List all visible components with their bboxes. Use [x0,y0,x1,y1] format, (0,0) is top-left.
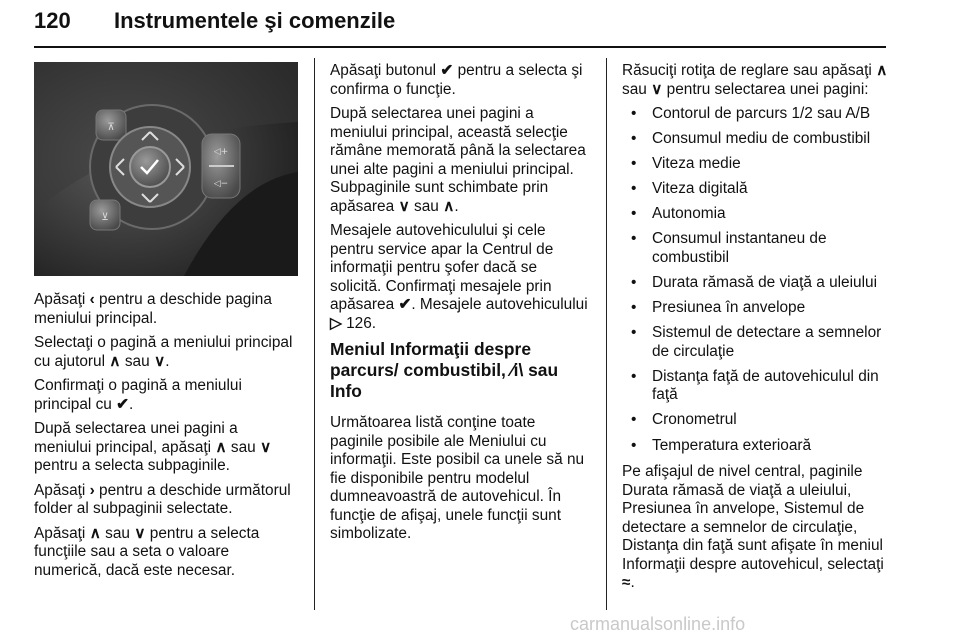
section-title: Instrumentele şi comenzile [114,8,396,33]
page-reference-icon: ▷ [330,314,342,332]
chevron-left-icon: ‹ [89,291,95,308]
paragraph: Apăsaţi butonul ✔ pentru a selecta şi confirma o funcţie. [330,62,583,98]
info-menu-icon: ⁄i\ [510,360,524,380]
chevron-down-icon: ∨ [398,197,410,215]
check-icon: ✔ [398,296,412,313]
steering-wheel-controls-figure [34,62,298,276]
check-icon: ✔ [116,395,130,413]
chevron-up-icon: ∧ [443,197,455,215]
svg-text:⊼: ⊼ [107,122,115,133]
column-divider-2 [606,58,607,610]
chevron-up-icon: ∧ [109,352,121,370]
column-1 [34,62,298,586]
paragraph: Selectaţi o pagină a meniului principal cu ajutorul ∧ sau ∨. [34,334,293,370]
paragraph: După selectarea unei pagini a meniului principal, apăsaţi ∧ sau ∨ pentru a selecta subpaginile. [34,420,272,474]
chevron-down-icon: ∨ [260,438,272,456]
check-icon: ✔ [440,62,454,79]
info-pages-list [622,105,890,455]
chevron-down-icon: ∨ [651,80,663,98]
chevron-down-icon: ∨ [134,524,146,542]
chevron-up-icon: ∧ [876,62,888,79]
page-header [34,4,886,46]
column-divider-1 [314,58,315,610]
steering-wheel-illustration [34,62,298,276]
chevron-up-icon: ∧ [215,438,227,456]
header-rule [34,46,886,48]
page-number: 120 [34,8,71,33]
list-item: • Consumul instantaneu de combustibil [622,230,890,267]
column-2 [330,62,592,550]
paragraph: Următoarea listă conţine toate paginile posibile ale Meniului cu informaţii. Este posibil ca unele să nu fie disponibile pentru modelul dumneavoastră de autovehicul. În funcţie de afişaj, unele funcţii sunt simbolizate. [330,414,585,542]
list-item: • Cronometrul [622,411,890,430]
svg-text:◁−: ◁− [213,179,229,189]
vehicle-info-icon: ≈ [622,574,631,592]
paragraph: Apăsaţi › pentru a deschide următorul folder al subpaginii selectate. [34,481,291,517]
paragraph: Apăsaţi ‹ pentru a deschide pagina meniului principal. [34,291,272,327]
chevron-down-icon: ∨ [153,352,166,370]
list-item: • Durata rămasă de viaţă a uleiului [622,274,890,293]
info-menu-heading: Meniul Informaţii despre parcurs/ combustibil, ⁄i\ sau Info [330,339,559,401]
list-item: • Consumul mediu de combustibil [622,130,890,149]
paragraph: Răsuciţi rotiţa de reglare sau apăsaţi ∧ sau ∨ pentru selectarea unei pagini: [622,62,888,98]
list-item: • Viteza digitală [622,180,890,199]
list-item: • Contorul de parcurs 1/2 sau A/B [622,105,890,124]
column-3 [622,62,890,599]
list-item: • Temperatura exterioară [622,437,890,456]
chevron-up-icon: ∧ [89,524,101,542]
chevron-right-icon: › [89,481,95,499]
paragraph: Apăsaţi ∧ sau ∨ pentru a selecta funcţiile sau a seta o valoare numerică, dacă este necesar. [34,524,260,579]
paragraph: Mesajele autovehiculului şi cele pentru service apar la Centrul de informaţii pentru şofer dacă se solicită. Confirmaţi mesajele prin apăsarea ✔. Mesajele autovehiculului ▷ 126. [330,222,588,332]
watermark: carmanualsonline.info [570,614,746,634]
paragraph: După selectarea unei pagini a meniului principal, această selecţie rămâne memorată până la selectarea unei alte pagini a meniului principal. Subpaginile sunt schimbate prin apăsarea ∨ sau ∧. [330,105,586,215]
list-item: • Distanţa faţă de autovehiculul din faţă [622,368,890,405]
paragraph: Pe afişajul de nivel central, paginile Durata rămasă de viaţă a uleiului, Presiunea în anvelope, Sistemul de detectare a semnelor de circulaţie, Distanţa din faţă sunt afişate în meniul Informaţii despre autovehicul, selectaţi ≈. [622,463,884,592]
list-item: • Presiunea în anvelope [622,299,890,318]
svg-text:⊻: ⊻ [101,212,109,223]
list-item: • Autonomia [622,205,890,224]
svg-text:◁+: ◁+ [213,147,229,157]
list-item: • Viteza medie [622,155,890,174]
list-item: • Sistemul de detectare a semnelor de circulaţie [622,324,890,361]
paragraph: Confirmaţi o pagină a meniului principal cu ✔. [34,377,242,413]
